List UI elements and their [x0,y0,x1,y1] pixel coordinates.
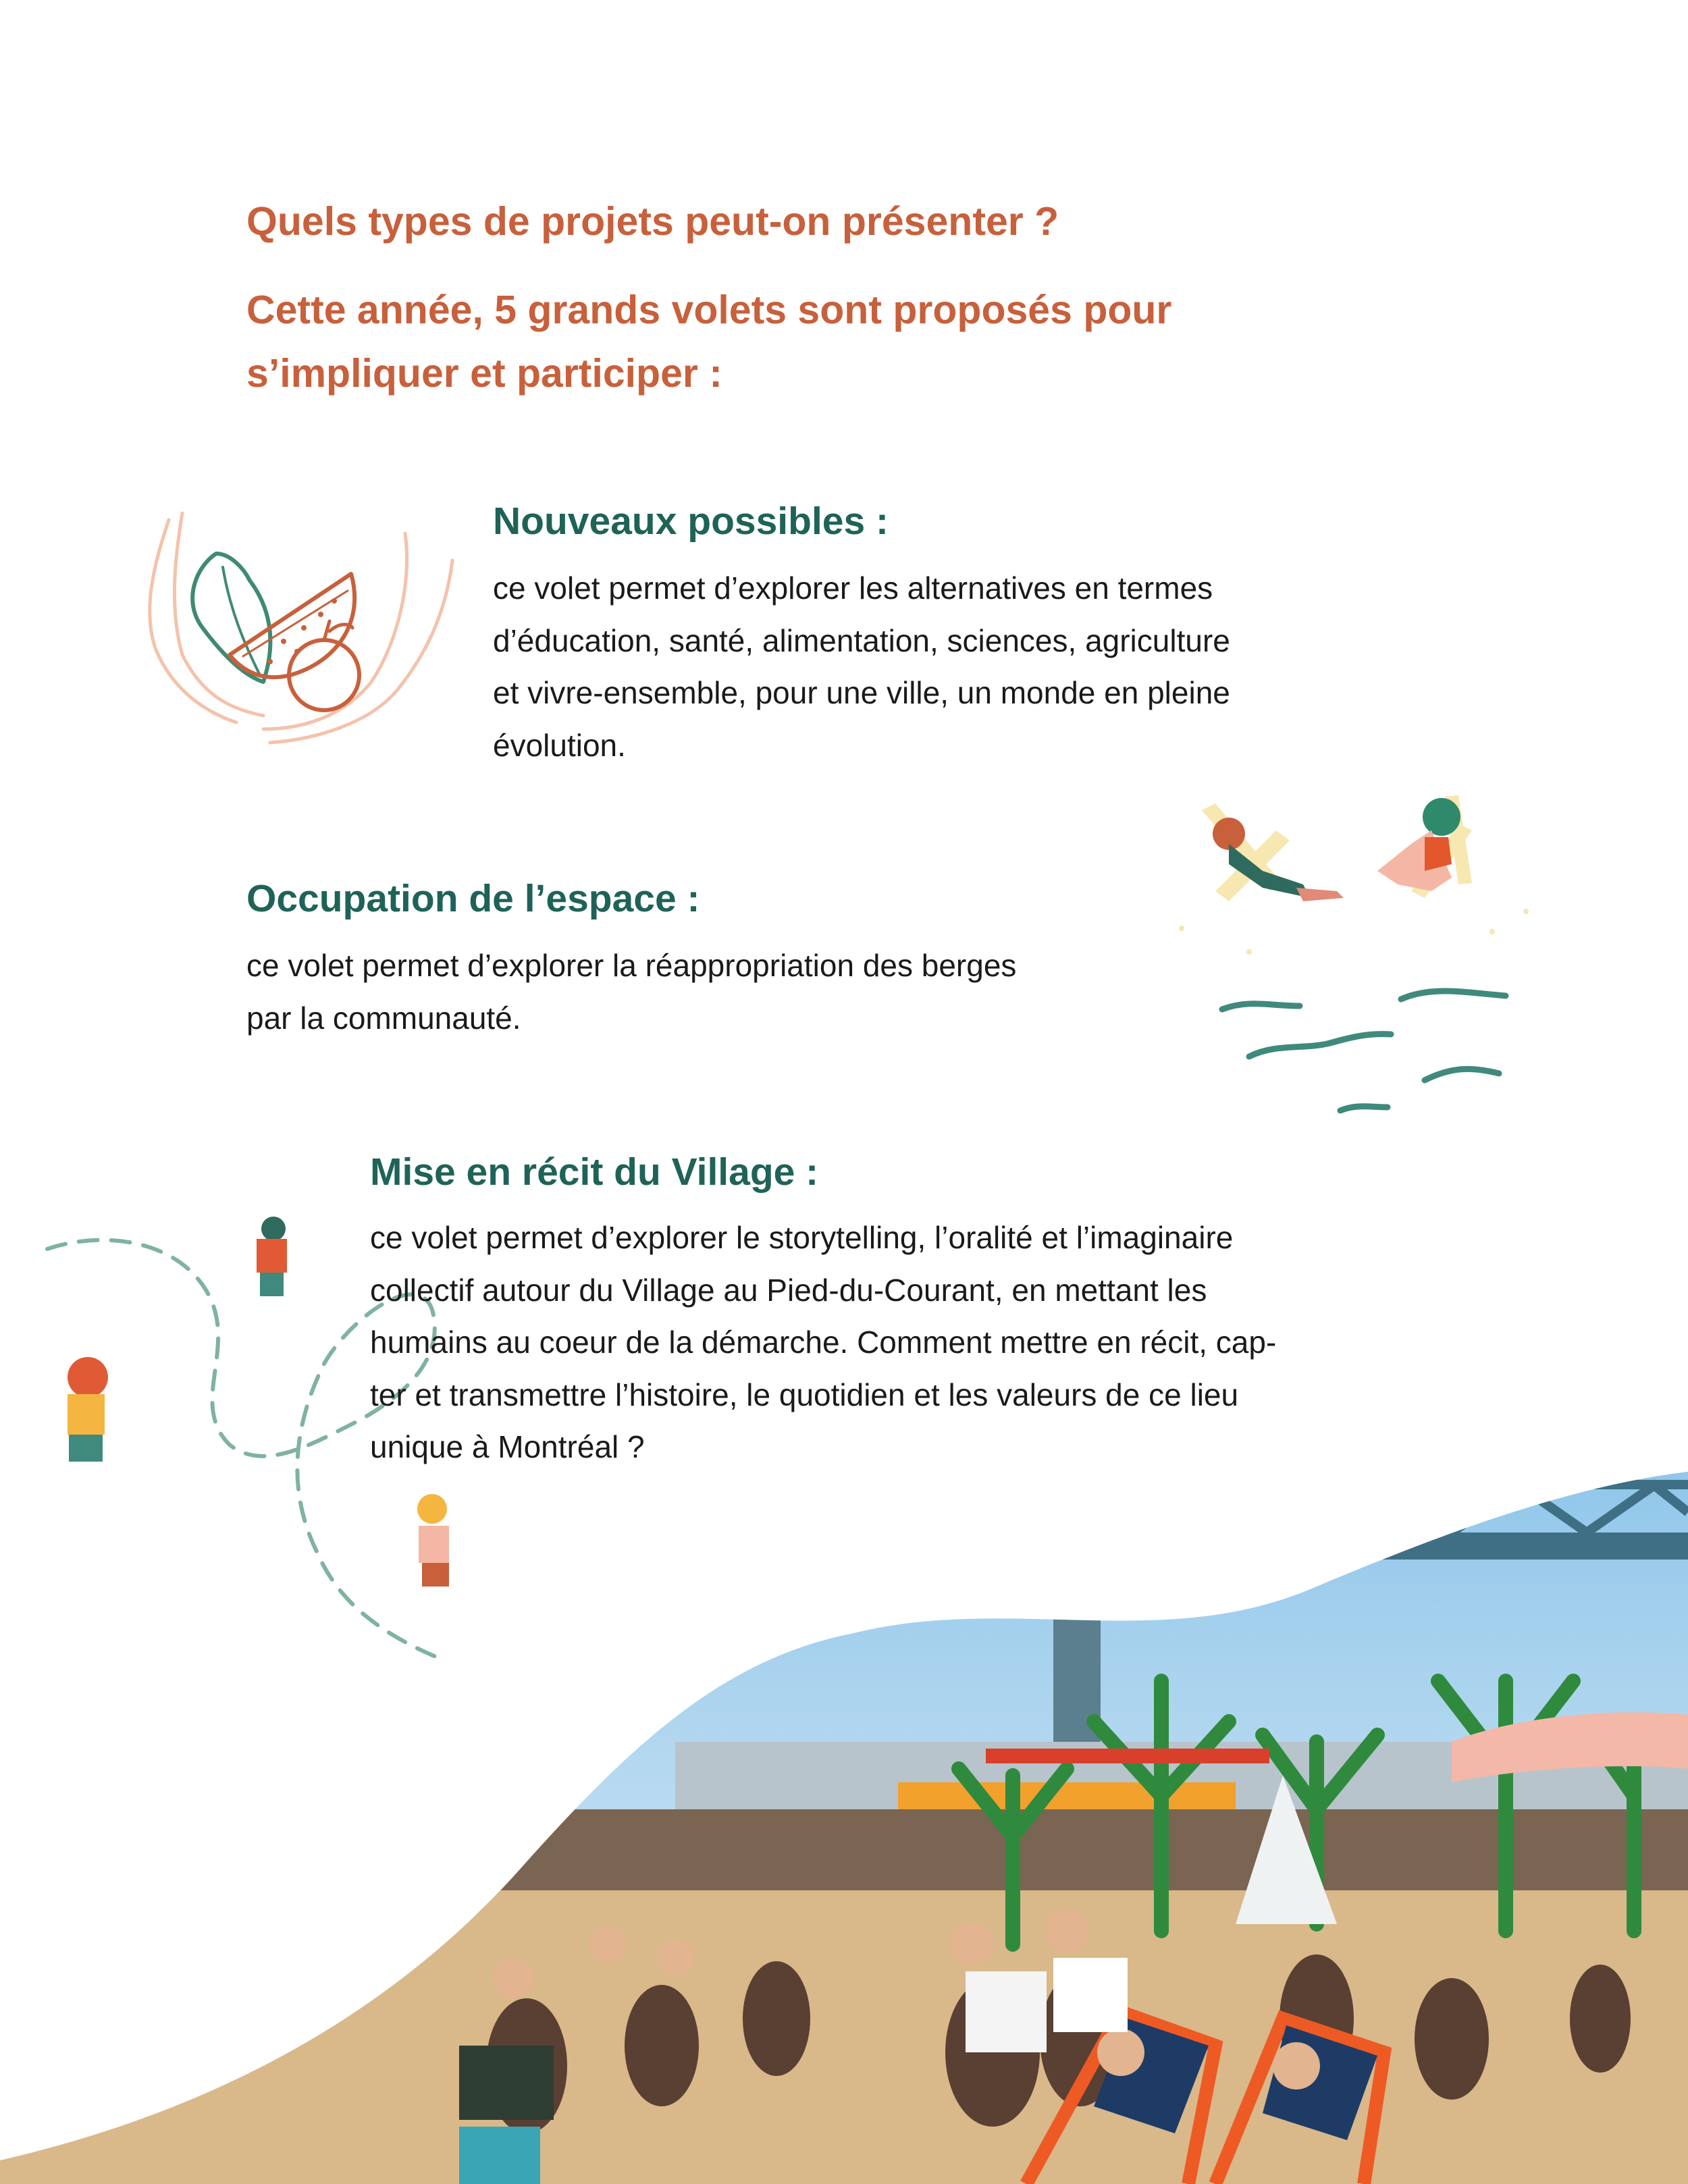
section-body-mise-en-recit [370,1212,1450,1474]
beach-loungers-icon [1175,783,1553,1134]
section-body-occupation-espace [246,940,1192,1044]
body-line: d’éducation, santé, alimentation, sciences, agriculture [493,622,1230,658]
page-question: Quels types de projets peut-on présenter ? [246,199,1059,244]
body-line: évolution. [493,727,626,763]
section-title-occupation-espace: Occupation de l’espace : [246,877,700,920]
body-line: ter et transmettre l’histoire, le quotidien et les valeurs de ce lieu [370,1377,1239,1412]
body-line: collectif autour du Village au Pied-du-Courant, en mettant les [370,1272,1207,1308]
section-title-nouveaux-possibles: Nouveaux possibles : [493,500,889,543]
intro-line-1: Cette année, 5 grands volets sont proposés pour [246,288,1172,332]
body-line: ce volet permet d’explorer la réappropriation des berges [246,948,1017,983]
intro-line-2: s’impliquer et participer : [246,351,722,396]
body-line: ce volet permet d’explorer les alternatives en termes [493,570,1213,606]
body-line: unique à Montréal ? [370,1429,645,1464]
body-line: par la communauté. [246,1000,521,1036]
body-line: humains au coeur de la démarche. Comment mettre en récit, cap- [370,1325,1277,1360]
intro-text [246,278,1361,405]
body-line: ce volet permet d’explorer le storytelling, l’oralité et l’imaginaire [370,1220,1234,1255]
hands-fruit-icon [115,506,479,749]
body-line: et vivre-ensemble, pour une ville, un monde en pleine [493,675,1230,710]
section-body-nouveaux-possibles [493,562,1438,772]
section-title-mise-en-recit: Mise en récit du Village : [370,1150,819,1194]
